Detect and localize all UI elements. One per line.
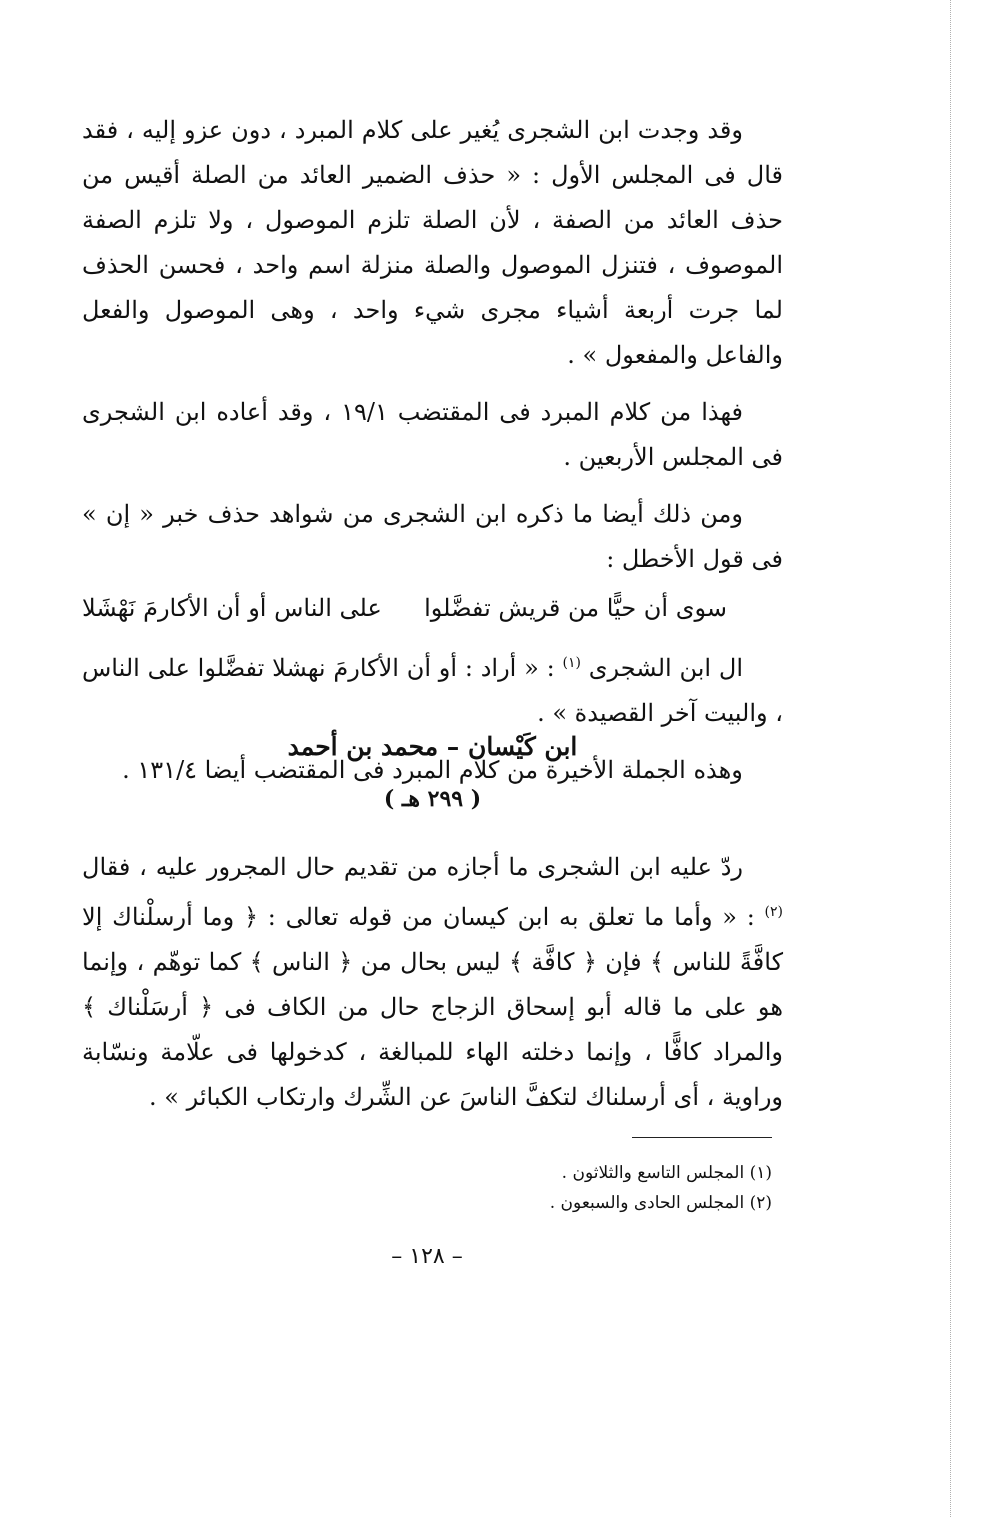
footnote-ref-1[interactable]: (١) xyxy=(562,655,581,671)
section-title: ابن كَيْسان – محمد بن أحمد xyxy=(287,732,578,761)
footnote-ref-2[interactable]: (٢) xyxy=(764,904,783,920)
main-text-bottom xyxy=(82,845,783,1120)
footnote-separator xyxy=(632,1137,772,1138)
verse-first-hemistich: سوى أن حيًّا من قريش تفضَّلوا xyxy=(424,594,727,622)
paragraph-last-line: وهذه الجملة الأخيرة من كلام المبرد فى المقتضب أيضا ١٣١/٤ . xyxy=(122,756,743,784)
footnote-2: (٢) المجلس الحادى والسبعون . xyxy=(549,1193,772,1213)
footnote-1: (١) المجلس التاسع والثلاثون . xyxy=(561,1163,772,1183)
verse-second-hemistich: على الناس أو أن الأكارمَ نَهْشَلا xyxy=(82,594,382,622)
paragraph-second-rest: : « وأما ما تعلق به ابن كيسان من قوله تعالى : ﴿ وما أرسلْناك إلا كافَّةً للناس ﴾ فإن ﴿ كافَّة ﴾ ليس بحال من ﴿ الناس ﴾ كما توهّم ، وإنما هو على ما قاله أبو إسحاق الزجاج حال من الكاف فى ﴿ أرسَلْناك ﴾ والمراد كافًّا ، وإنما دخلته الهاء للمبالغة ، كدخولها فى علّامة ونسّابة وراوية ، أى أرسلناك لتكفَّ الناسَ عن الشِّرك وارتكاب الكبائر » . xyxy=(82,903,783,1111)
page-number: – ١٢٨ – xyxy=(391,1244,463,1269)
paragraph-1: وقد وجدت ابن الشجرى يُغير على كلام المبرد ، دون عزو إليه ، فقد قال فى المجلس الأول : « حذف الضمير العائد من الصلة أقيس من حذف العائد من الصفة ، لأن الصلة تلزم الموصول ، ولا تلزم الصفة الموصوف ، فتنزل الموصول والصلة منزلة اسم واحد ، فحسن الحذف لما جرت أربعة أشياء مجرى شيء واحد ، وهى الموصول والفعل والفاعل والمفعول » . xyxy=(82,116,784,369)
poetry-verse xyxy=(82,586,783,631)
after-verse-lead: ال ابن الشجرى xyxy=(588,654,743,682)
paragraph-second xyxy=(82,845,783,1120)
after-verse-rest: : « أراد : أو أن الأكارمَ نهشلا تفضَّلوا على الناس ، والبيت آخر القصيدة » . xyxy=(82,654,783,727)
scan-edge-line xyxy=(950,0,951,1517)
footnotes xyxy=(82,1158,772,1218)
section-year: ( ٢٩٩ هـ ) xyxy=(383,786,482,812)
main-text-top xyxy=(82,108,783,793)
paragraph-second-lead: ردّ عليه ابن الشجرى ما أجازه من تقديم حال المجرور عليه ، فقال xyxy=(82,853,743,881)
paragraph-3: ومن ذلك أيضا ما ذكره ابن الشجرى من شواهد حذف خبر « إن » فى قول الأخطل : xyxy=(82,500,783,573)
paragraph-after-verse xyxy=(82,641,783,736)
paragraph-2: فهذا من كلام المبرد فى المقتضب ١٩/١ ، وقد أعاده ابن الشجرى فى المجلس الأربعين . xyxy=(82,398,783,471)
